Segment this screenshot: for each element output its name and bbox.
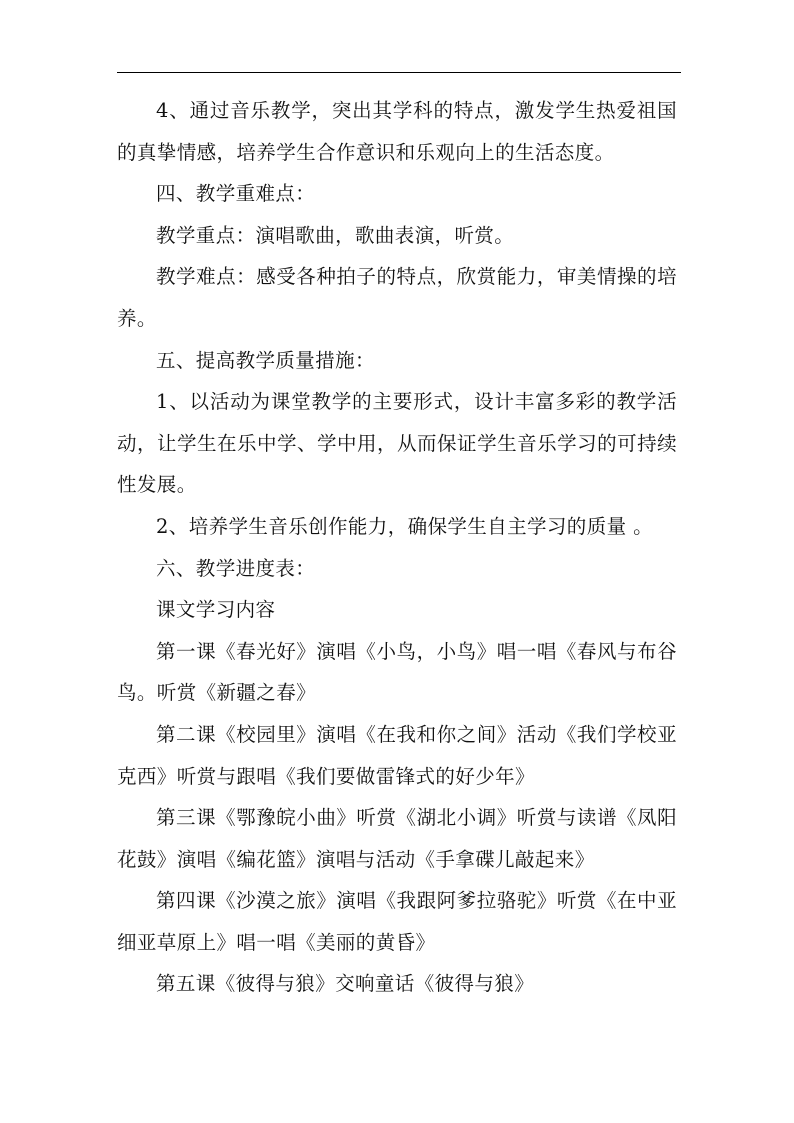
header-rule [117, 72, 681, 73]
paragraph-lesson-2: 第二课《校园里》演唱《在我和你之间》活动《我们学校亚克西》听赏与跟唱《我们要做雷锋式的好少年》 [117, 722, 677, 788]
paragraph-key-points: 教学重点：演唱歌曲，歌曲表演，听赏。 [156, 223, 515, 247]
paragraph-lesson-4: 第四课《沙漠之旅》演唱《我跟阿爹拉骆驼》听赏《在中亚细亚草原上》唱一唱《美丽的黄昏》 [117, 889, 677, 954]
section-heading-schedule: 六、教学进度表： [156, 556, 316, 580]
paragraph-lesson-5: 第五课《彼得与狼》交响童话《彼得与狼》 [156, 972, 535, 996]
paragraph-goal-4: 4、通过音乐教学，突出其学科的特点，激发学生热爱祖国的真挚情感，培养学生合作意识和乐观向上的生活态度。 [117, 99, 677, 164]
paragraph-measure-2: 2、培养学生音乐创作能力，确保学生自主学习的质量 。 [156, 514, 654, 538]
paragraph-difficult-points: 教学难点：感受各种拍子的特点，欣赏能力，审美情操的培养。 [117, 265, 677, 330]
paragraph-lesson-1: 第一课《春光好》演唱《小鸟，小鸟》唱一唱《春风与布谷鸟。听赏《新疆之春》 [117, 639, 677, 705]
document-body [117, 90, 677, 1005]
section-heading-key-difficult-points: 四、教学重难点： [156, 182, 316, 206]
paragraph-measure-1: 1、以活动为课堂教学的主要形式，设计丰富多彩的教学活动，让学生在乐中学、学中用，从而保证学生音乐学习的可持续性发展。 [117, 390, 677, 497]
section-heading-quality-measures: 五、提高教学质量措施： [156, 348, 375, 372]
paragraph-lesson-3: 第三课《鄂豫皖小曲》听赏《湖北小调》听赏与读谱《凤阳花鼓》演唱《编花篮》演唱与活动《手拿碟儿敲起来》 [117, 806, 677, 871]
paragraph-lesson-content-heading: 课文学习内容 [156, 598, 276, 622]
